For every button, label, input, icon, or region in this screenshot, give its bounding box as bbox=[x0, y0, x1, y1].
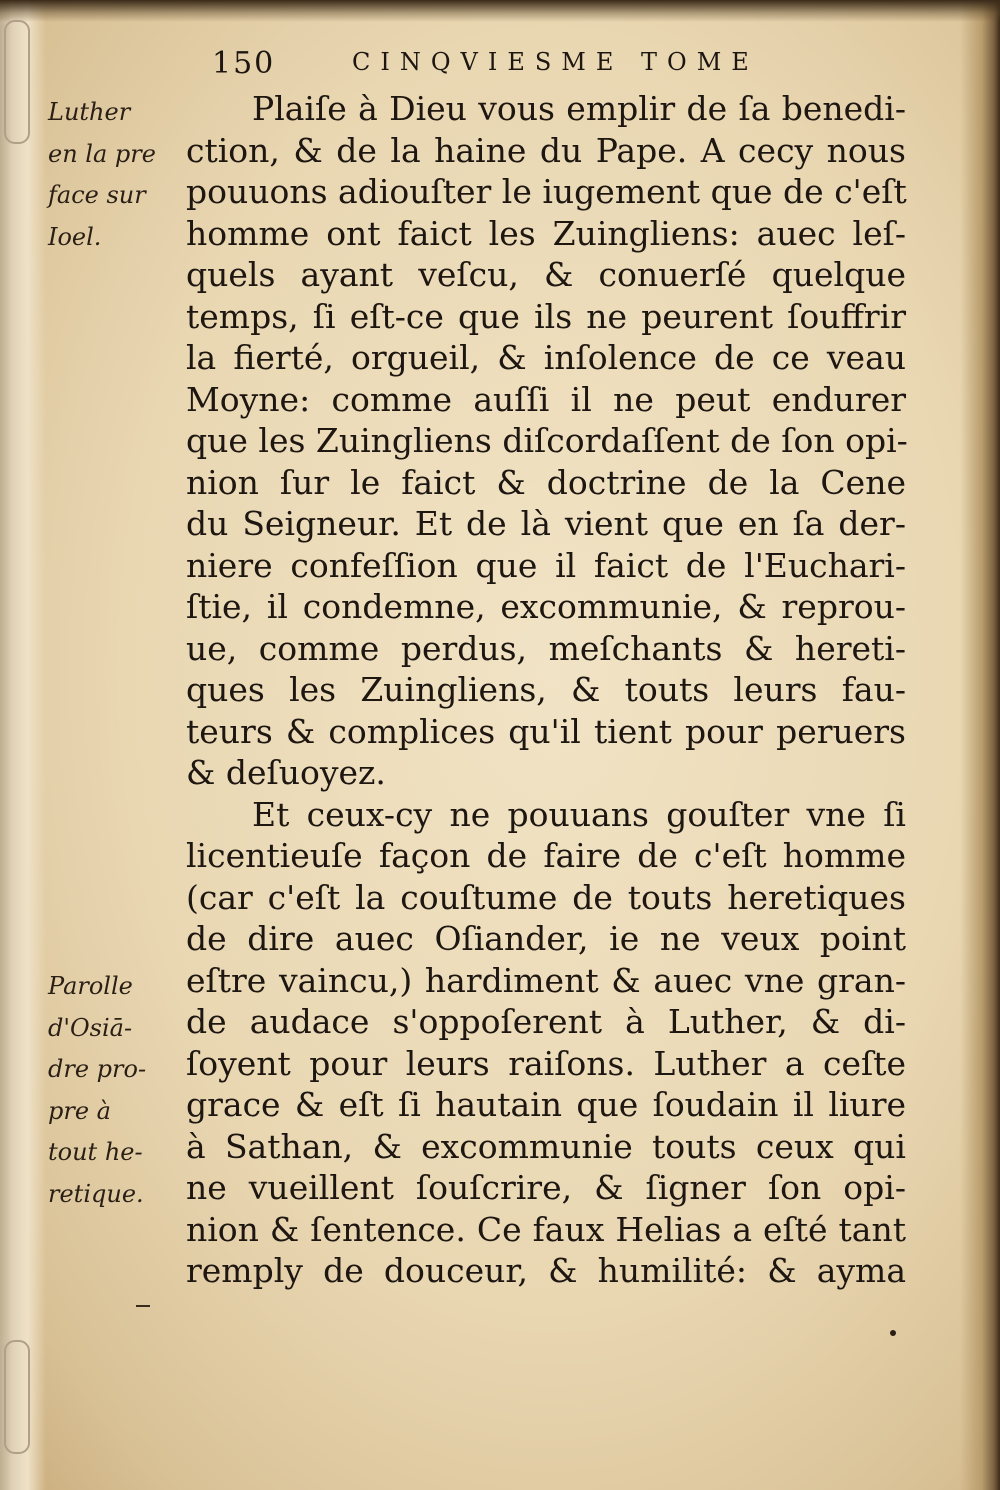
ink-mark bbox=[136, 1305, 150, 1307]
margin-note-line: d'Osiā- bbox=[48, 1013, 133, 1042]
binding-stitch bbox=[4, 20, 30, 144]
text-line: grace & eſt ſi hautain que ſoudain il liure bbox=[186, 1085, 906, 1124]
binding-edge bbox=[0, 0, 10, 1490]
text-line: pouuons adiouſter le iugement que de c'eſt bbox=[186, 172, 907, 211]
text-line: & deſuoyez. bbox=[186, 753, 386, 792]
binding-stitch bbox=[4, 1340, 30, 1454]
text-line: de dire auec Oſiander, ie ne veux point bbox=[186, 919, 906, 958]
margin-note-line: Luther bbox=[48, 98, 131, 126]
text-line: nion ſur le faict & doctrine de la Cene bbox=[186, 462, 906, 502]
text-line: temps, ſi eſt-ce que ils ne peurent ſouffrir bbox=[186, 296, 906, 336]
text-line: à Sathan, & excommunie touts ceux qui bbox=[186, 1126, 906, 1166]
text-line: la fierté, orgueil, & inſolence de ce veau bbox=[186, 338, 906, 377]
margin-note-line: dre pro- bbox=[48, 1055, 147, 1083]
text-line: Moyne: comme auſſi il ne peut endurer bbox=[186, 379, 906, 419]
margin-note-line: retique. bbox=[48, 1179, 144, 1208]
text-line: ſtie, il condemne, excommunie, & reprou- bbox=[186, 587, 906, 626]
text-line: Et ceux-cy ne pouuans gouſter vne ſi bbox=[252, 794, 906, 834]
text-line: ne vueillent ſouſcrire, & ſigner ſon opi- bbox=[186, 1168, 906, 1207]
margin-note-line: en la pre bbox=[48, 139, 156, 168]
running-head bbox=[212, 46, 812, 86]
margin-note-luther bbox=[48, 92, 198, 258]
text-line: du Seigneur. Et de là vient que en ſa der- bbox=[186, 504, 906, 543]
text-line: remply de douceur, & humilité: & ayma bbox=[186, 1251, 906, 1290]
page-fore-edge bbox=[960, 0, 1000, 1490]
text-line: Plaiſe à Dieu vous emplir de ſa benedi- bbox=[252, 89, 906, 128]
margin-note-line: Ioel. bbox=[48, 222, 102, 251]
text-line: homme ont faict les Zuingliens: auec leſ- bbox=[186, 213, 906, 253]
text-line: ction, & de la haine du Pape. A cecy nous bbox=[186, 130, 906, 170]
text-line: eſtre vaincu,) hardiment & auec vne gran- bbox=[186, 960, 906, 1000]
margin-note-line: pre à bbox=[48, 1096, 111, 1125]
text-line: niere confeſſion que il faict de l'Euchari- bbox=[186, 545, 906, 585]
margin-note-line: face sur bbox=[48, 181, 146, 209]
body-text bbox=[186, 88, 906, 1292]
margin-note-osiander bbox=[48, 966, 198, 1215]
text-line: ſoyent pour leurs raiſons. Luther a ceſte bbox=[186, 1043, 906, 1083]
text-line: ques les Zuingliens, & touts leurs fau- bbox=[186, 670, 906, 709]
text-line: de audace s'oppoſerent à Luther, & di- bbox=[186, 1002, 906, 1041]
margin-note-line: Parolle bbox=[48, 972, 133, 1000]
text-line: ue, comme perdus, meſchants & hereti- bbox=[186, 628, 906, 668]
text-line: teurs & complices qu'il tient pour peruers bbox=[186, 711, 906, 751]
margin-note-line: tout he- bbox=[48, 1138, 143, 1166]
page-number: 150 bbox=[212, 46, 276, 81]
top-edge-shadow bbox=[0, 0, 1000, 22]
text-line: (car c'eſt la couſtume de touts heretiques bbox=[186, 877, 906, 917]
text-line: licentieuſe façon de faire de c'eſt homme bbox=[186, 836, 906, 875]
text-line: nion & ſentence. Ce faux Helias a eſté tant bbox=[186, 1209, 906, 1249]
ink-dot bbox=[890, 1330, 896, 1336]
text-line: que les Zuingliens diſcordaſſent de ſon opi- bbox=[186, 421, 908, 460]
running-title: CINQVIESME TOME bbox=[352, 48, 759, 76]
text-line: quels ayant veſcu, & conuerſé quelque bbox=[186, 255, 906, 294]
